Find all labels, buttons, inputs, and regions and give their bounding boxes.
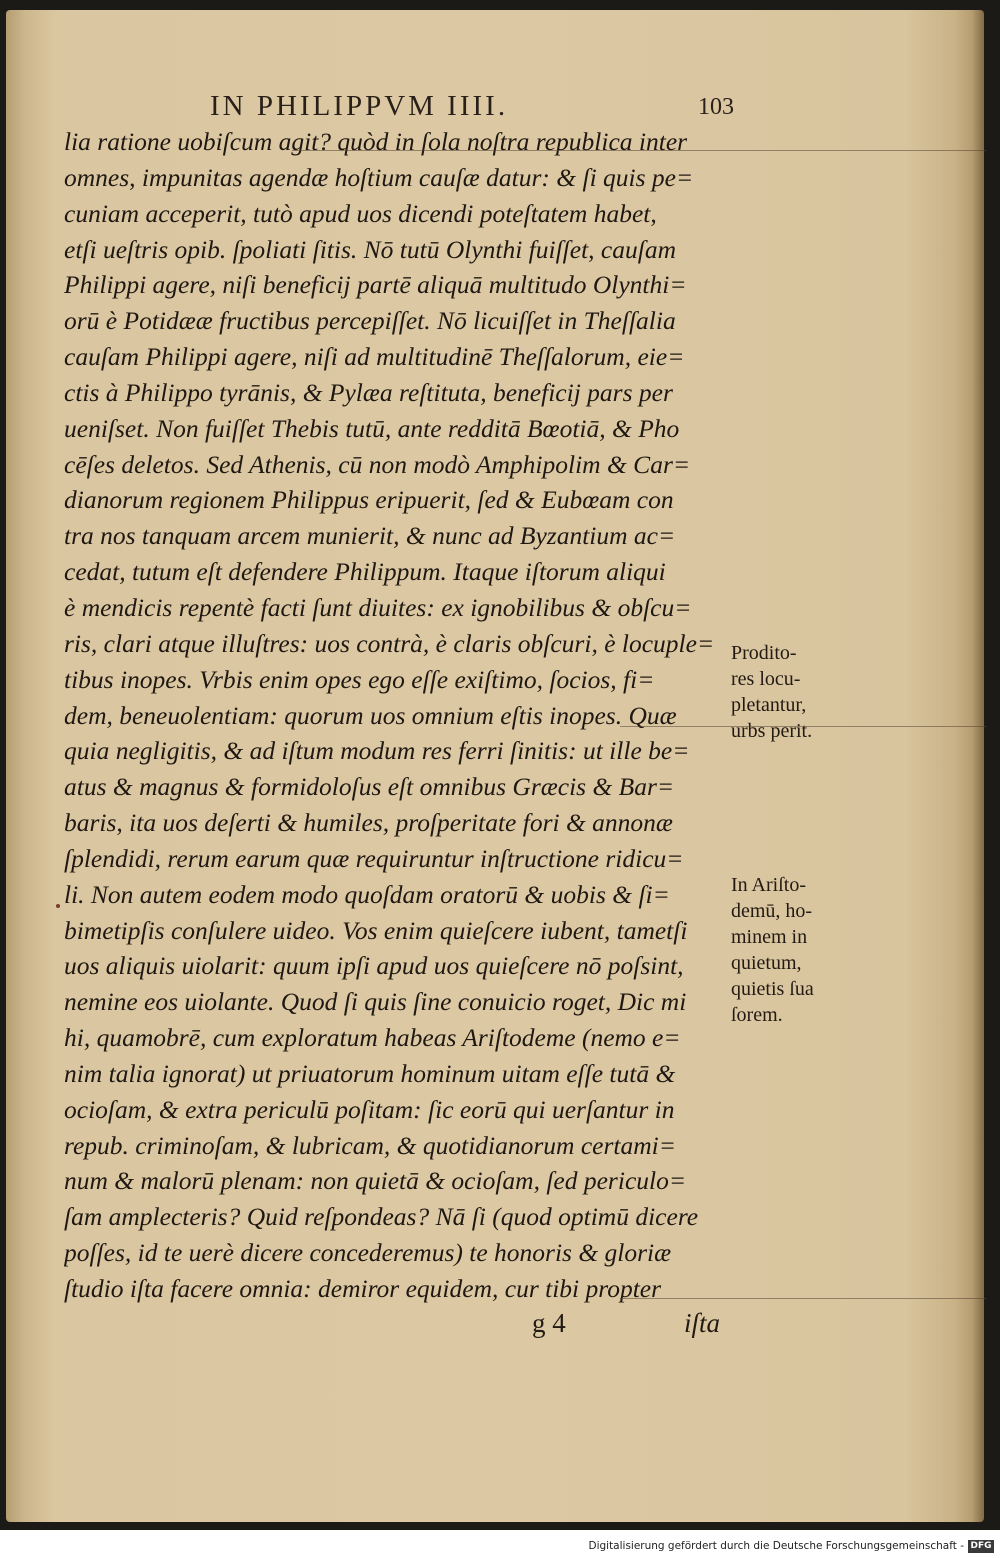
running-title: IN PHILIPPVM IIII. [210,90,509,122]
ink-dot [56,904,60,908]
text-line: orū è Potidææ fructibus percepiſſet. Nō licuiſſet in Theſſalia [64,306,676,336]
body-text [64,124,744,1307]
funding-credit: Digitalisierung gefördert durch die Deutsche Forschungsgemeinschaft - [588,1540,964,1552]
text-line: ocioſam, & extra periculū poſitam: ſic eorū qui uerſantur in [64,1094,675,1124]
text-line: cēſes deletos. Sed Athenis, cū non modò Amphipolim & Car= [64,449,691,479]
marginal-note-line: quietis ſua [731,978,814,1000]
text-line: ueniſset. Non fuiſſet Thebis tutū, ante redditā Bœotiā, & Pho [64,413,680,443]
text-line: lia ratione uobiſcum agit? quòd in ſola noſtra republica inter [64,127,688,156]
text-line: ſam amplecteris? Quid reſpondeas? Nā ſi (quod optimū dicere [64,1202,699,1232]
text-line: dianorum regionem Philippus eripuerit, ſed & Eubœam con [64,485,674,515]
marginal-note-line: Prodito- [731,642,797,664]
text-line: cauſam Philippi agere, niſi ad multitudinē Theſſalorum, eie= [64,342,685,372]
text-line: cedat, tutum eſt defendere Philippum. Itaque iſtorum aliqui [64,557,666,587]
dfg-logo: DFG [968,1540,994,1553]
marginal-note-line: minem in [731,926,808,948]
text-line: Philippi agere, niſi beneficij partē aliquā multitudo Olynthi= [64,270,687,300]
folio-number: 103 [698,94,734,120]
ruling-line [620,726,986,727]
signature-line [532,1308,762,1342]
text-line: etſi ueſtris opib. ſpoliati ſitis. Nō tutū Olynthi fuiſſet, cauſam [64,234,676,264]
text-line: li. Non autem eodem modo quoſdam oratorū & uobis & ſi= [64,879,670,909]
text-line: num & malorū plenam: non quietā & ocioſam, ſed periculo= [64,1166,687,1196]
text-line: baris, ita uos deſerti & humiles, proſperitate fori & annonæ [64,808,673,838]
page-edge-shadow [972,10,984,1522]
text-line: nim talia ignorat) ut priuatorum hominum uitam eſſe tutā & [64,1058,676,1088]
marginal-note-aristodemus [731,872,851,1028]
text-line: quia negligitis, & ad iſtum modum res ferri ſinitis: ut ille be= [64,736,690,766]
ruling-line [292,150,986,151]
marginal-note-line: demū, ho- [731,900,813,922]
marginal-note-line: In Ariſto- [731,874,806,896]
text-line: omnes, impunitas agendæ hoſtium cauſæ datur: & ſi quis pe= [64,162,694,192]
text-line: atus & magnus & formidoloſus eſt omnibus Græcis & Bar= [64,772,675,802]
text-line: hi, quamobrē, cum exploratum habeas Ariſtodeme (nemo e= [64,1023,681,1053]
text-line: bimetipſis conſulere uideo. Vos enim quieſcere iubent, tametſi [64,915,688,945]
marginal-note-line: quietum, [731,952,802,974]
text-line: ſplendidi, rerum earum quæ requiruntur inſtructione ridicu= [64,843,684,873]
marginal-note-line: urbs perit. [731,720,813,742]
text-line: cuniam acceperit, tutò apud uos dicendi poteſtatem habet, [64,198,657,228]
text-line: tibus inopes. Vrbis enim opes ego eſſe exiſtimo, ſocios, fi= [64,664,655,694]
text-line: repub. criminoſam, & lubricam, & quotidianorum certami= [64,1130,676,1160]
digitization-footer [0,1538,1000,1558]
signature-mark: g 4 [532,1308,566,1338]
catchword: iſta [684,1308,721,1338]
text-line: ris, clari atque illuſtres: uos contrà, è claris obſcuri, è locuple= [64,628,715,658]
text-line: ctis à Philippo tyrānis, & Pylæa reſtituta, beneficij pars per [64,377,673,407]
text-line: è mendicis repentè facti ſunt diuites: ex ignobilibus & obſcu= [64,592,692,622]
marginal-note-line: res locu- [731,668,801,690]
text-line: poſſes, id te uerè dicere concederemus) te honoris & gloriæ [64,1238,672,1268]
marginal-note-line: pletantur, [731,694,807,716]
text-line: uos aliquis uiolarit: quum ipſi apud uos quieſcere nō poſsint, [64,951,684,981]
text-line: tra nos tanquam arcem munierit, & nunc ad Byzantium ac= [64,521,676,551]
ruling-line [620,1298,986,1299]
marginal-note-line: ſorem. [731,1004,783,1026]
text-line: dem, beneuolentiam: quorum uos omnium eſtis inopes. Quæ [64,700,677,730]
marginal-note-proditores [731,640,843,744]
text-line: ſtudio iſta facere omnia: demiror equidem, cur tibi propter [64,1274,662,1303]
text-line: nemine eos uiolante. Quod ſi quis ſine conuicio roget, Dic mi [64,987,687,1017]
